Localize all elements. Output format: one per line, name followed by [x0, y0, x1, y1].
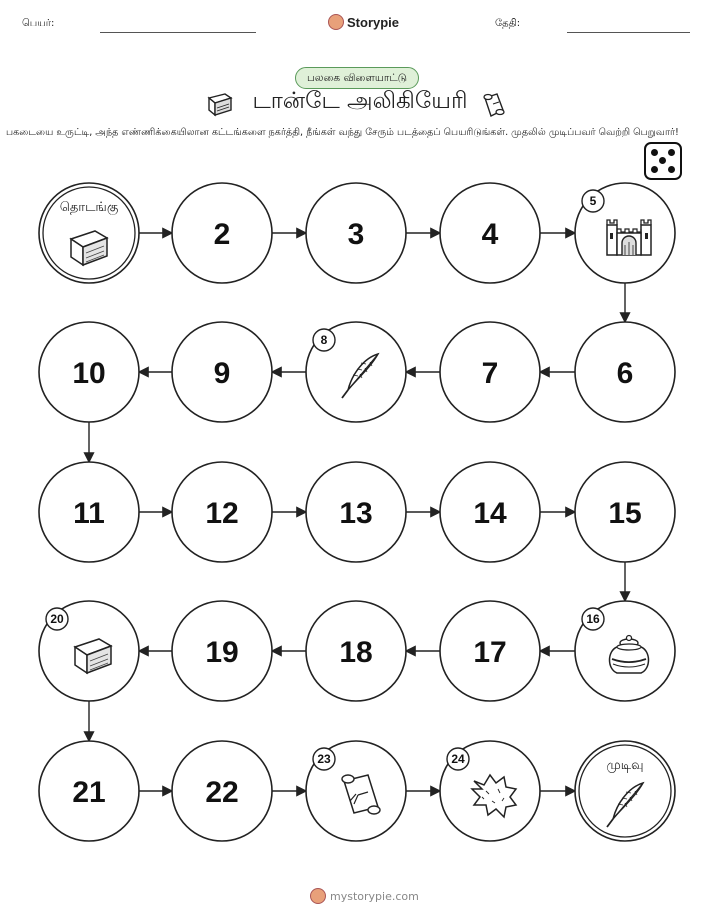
board-cell	[172, 601, 272, 701]
board-cell	[39, 601, 139, 701]
board-cell	[440, 601, 540, 701]
game-tag: பலகை விளையாட்டு	[295, 67, 419, 89]
board-cell	[575, 462, 675, 562]
name-label: பெயர்:	[22, 18, 55, 29]
board-cell	[306, 601, 406, 701]
footer-site[interactable]: mystorypie.com	[330, 889, 419, 903]
cell-number: 6	[616, 357, 634, 390]
cell-number: 8	[320, 333, 328, 347]
cell-number: 5	[589, 194, 597, 208]
cell-number: 12	[205, 497, 239, 530]
board-cell	[575, 601, 675, 701]
board-cell	[440, 322, 540, 422]
cell-number: 20	[50, 612, 64, 626]
cell-label: தொடங்கு	[59, 200, 119, 215]
cell-number: 4	[481, 218, 499, 251]
board-cell	[172, 462, 272, 562]
cell-circle	[575, 741, 675, 841]
cell-number: 19	[205, 636, 239, 669]
board-cell	[172, 741, 272, 841]
board-cell	[172, 322, 272, 422]
board-cell	[306, 183, 406, 283]
cell-number: 23	[317, 752, 331, 766]
cell-number: 13	[339, 497, 373, 530]
cell-number: 3	[347, 218, 365, 251]
footer	[310, 888, 419, 904]
instructions: பகடையை உருட்டி, அந்த எண்ணிக்கையிலான கட்டங்களை நகர்த்தி, நீங்கள் வந்து சேரும் படத்தைப் பெயரிடுங்கள். முதலில் முடிப்பவர் வெற்றி பெறுவார்!	[6, 127, 679, 138]
cell-number: 18	[339, 636, 373, 669]
board-cell	[306, 322, 406, 422]
board-cell	[39, 322, 139, 422]
board-cell	[306, 462, 406, 562]
bear-icon	[310, 888, 326, 904]
cell-number: 17	[473, 636, 507, 669]
board-cell	[440, 183, 540, 283]
start-cell	[39, 183, 139, 283]
board-cell	[575, 183, 675, 283]
cell-number: 9	[213, 357, 231, 390]
cell-number: 16	[586, 612, 600, 626]
cell-number: 10	[72, 357, 106, 390]
page-title: டான்டே அலிகியேரி	[252, 88, 468, 114]
board-cell	[39, 462, 139, 562]
finish-cell	[575, 741, 675, 841]
cell-number: 22	[205, 776, 239, 809]
board-cell	[440, 462, 540, 562]
cell-number: 11	[73, 497, 105, 530]
cell-number: 7	[481, 357, 499, 390]
cell-number: 2	[213, 218, 231, 251]
cell-number: 15	[608, 497, 642, 530]
cell-number: 14	[473, 497, 507, 530]
board-cell	[575, 322, 675, 422]
board-cell	[306, 741, 406, 841]
cell-number: 21	[72, 776, 106, 809]
brand-name: Storypie	[347, 14, 400, 30]
board-cell	[172, 183, 272, 283]
board-cell	[39, 741, 139, 841]
cell-number: 24	[451, 752, 465, 766]
date-label: தேதி:	[495, 18, 521, 29]
cell-label: முடிவு	[606, 758, 644, 773]
board-cell	[440, 741, 540, 841]
